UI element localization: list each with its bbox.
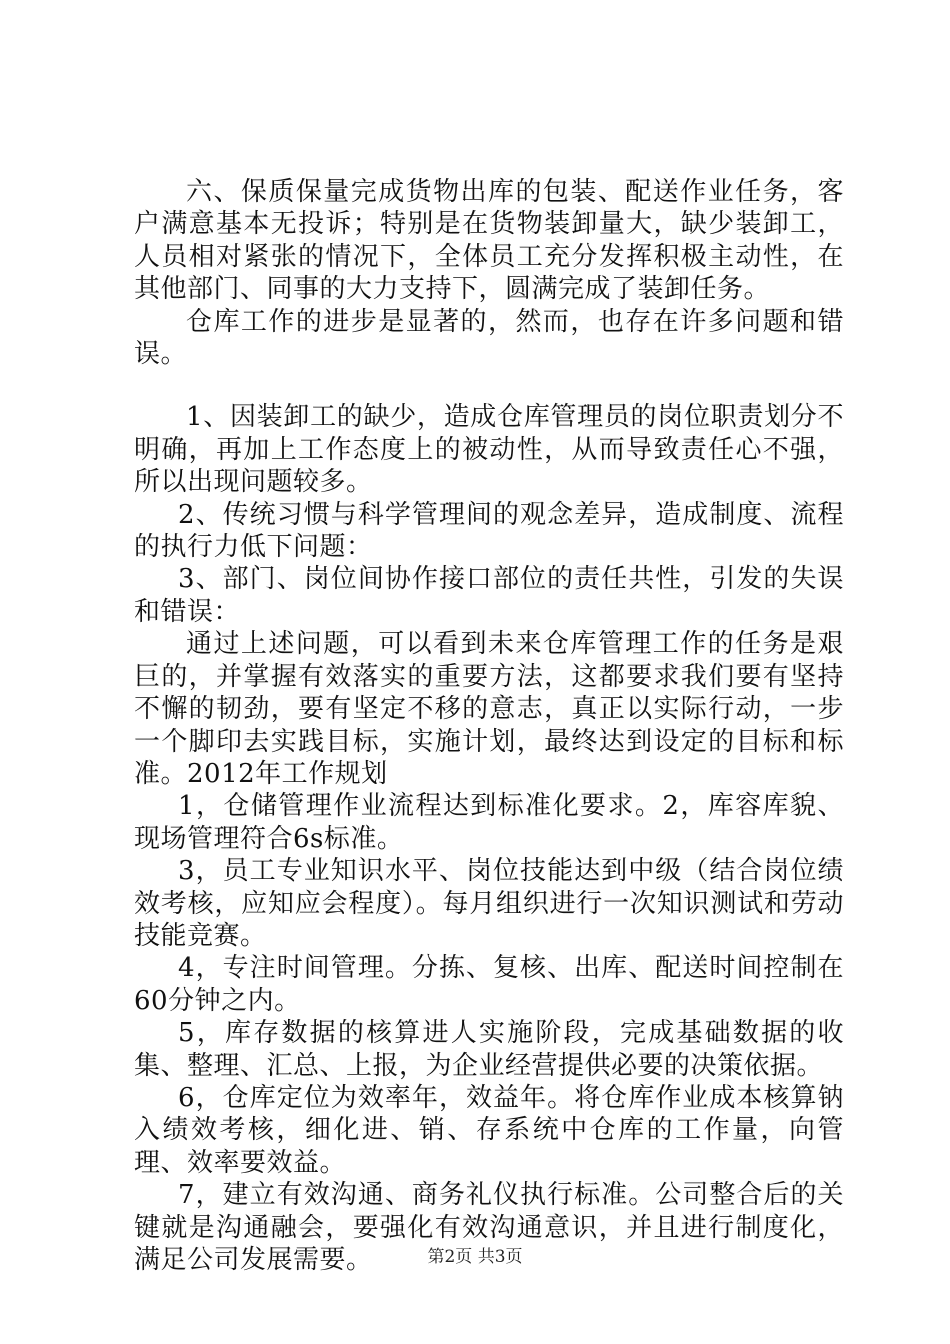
document-body <box>134 176 844 1276</box>
paragraph-problem-3: 3、部门、岗位间协作接口部位的责任共性，引发的失误和错误： <box>134 564 844 627</box>
paragraph-section-six: 六、保质保量完成货物出库的包装、配送作业任务，客户满意基本无投诉；特别是在货物装卸量大，缺少装卸工，人员相对紧张的情况下，全体员工充分发挥积极主动性，在其他部门、同事的大力支持下，圆满完成了装卸任务。 <box>134 177 844 305</box>
paragraph-plan-6: 6，仓库定位为效率年，效益年。将仓库作业成本核算钠入绩效考核，细化进、销、存系统中仓库的工作量，向管理、效率要效益。 <box>134 1082 844 1178</box>
paragraph-plan-5: 5，库存数据的核算进人实施阶段，完成基础数据的收集、整理、汇总、上报，为企业经营提供必要的决策依据。 <box>134 1018 844 1081</box>
paragraph-summary: 仓库工作的进步是显著的，然而，也存在许多问题和错误。 <box>134 306 844 370</box>
paragraph-plan-1: 1，仓储管理作业流程达到标准化要求。2，库容库貌、现场管理符合6s标准。 <box>134 791 844 854</box>
paragraph-problem-1: 1、因装卸工的缺少，造成仓库管理员的岗位职责划分不明确，再加上工作态度上的被动性，从而导致责任心不强，所以出现问题较多。 <box>134 402 844 498</box>
paragraph-conclusion: 通过上述问题，可以看到未来仓库管理工作的任务是艰巨的，并掌握有效落实的重要方法，这都要求我们要有坚持不懈的韧劲，要有坚定不移的意志，真正以实际行动，一步一个脚印去实践目标，实施计划，最终达到设定的目标和标准。2012年工作规划 <box>134 629 844 789</box>
paragraph-plan-7: 7，建立有效沟通、商务礼仪执行标准。公司整合后的关键就是沟通融会，要强化有效沟通意识，并且进行制度化，满足公司发展需要。 <box>134 1180 844 1275</box>
paragraph-gap <box>134 370 844 401</box>
paragraph-plan-3: 3，员工专业知识水平、岗位技能达到中级（结合岗位绩效考核，应知应会程度）。每月组织进行一次知识测试和劳动技能竞赛。 <box>134 856 844 951</box>
page-number-footer: 第2页 共3页 <box>427 1247 523 1267</box>
paragraph-plan-4: 4，专注时间管理。分拣、复核、出库、配送时间控制在60分钟之内。 <box>134 953 844 1016</box>
paragraph-problem-2: 2、传统习惯与科学管理间的观念差异，造成制度、流程的执行力低下问题： <box>134 499 844 563</box>
